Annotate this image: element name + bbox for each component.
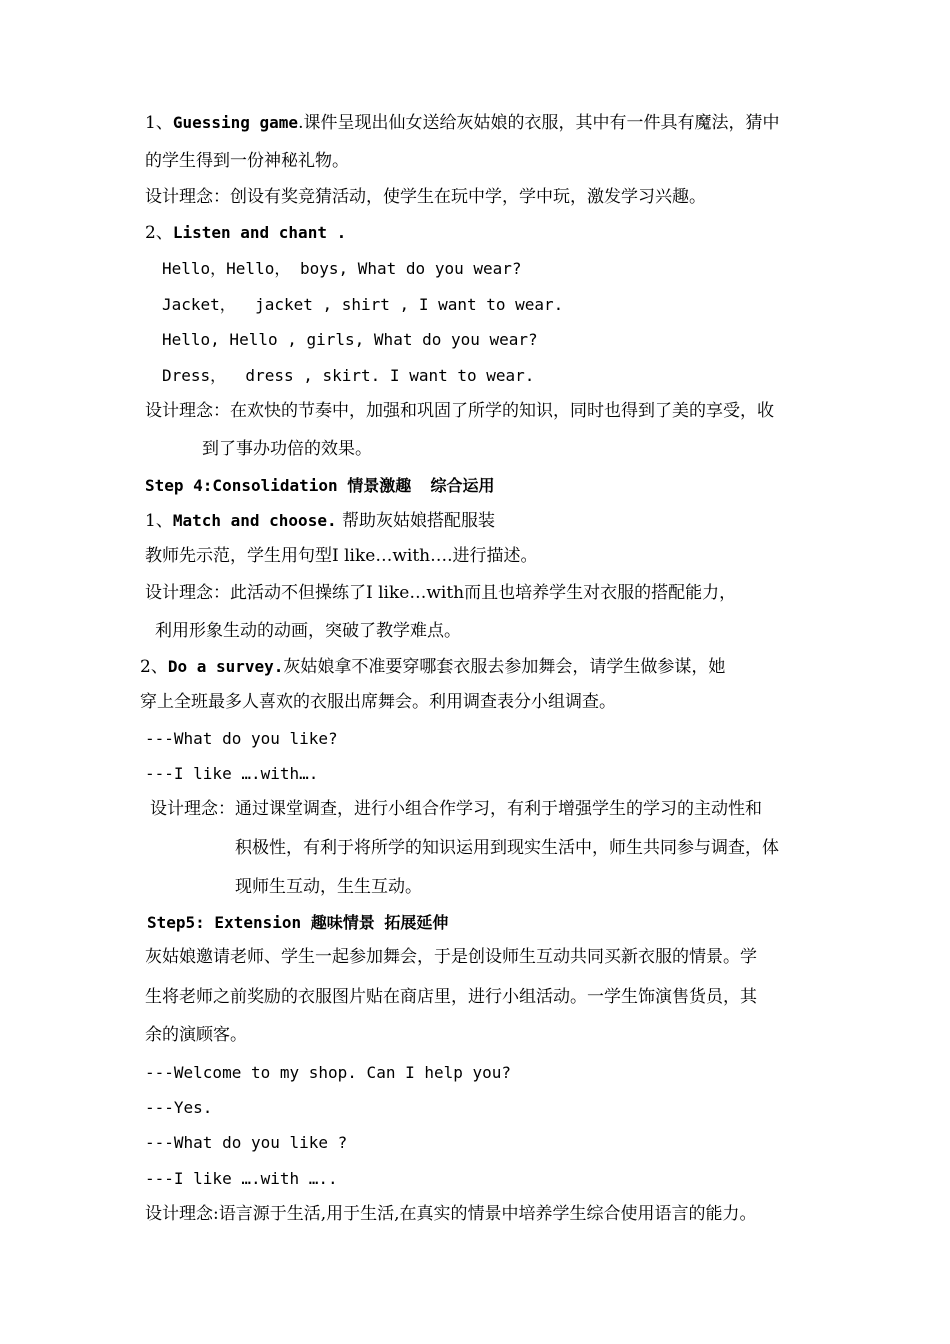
paragraph-line: 灰姑娘邀请老师、学生一起参加舞会，于是创设师生互动共同买新衣服的情景。学 [145, 947, 757, 967]
chant-line: Jacket， jacket , shirt , I want to wear. [162, 295, 564, 314]
listen-chant-line [145, 222, 346, 244]
survey-line [140, 656, 725, 678]
match-choose-line [145, 510, 495, 532]
design-concept-line: 设计理念：创设有奖竞猜活动，使学生在玩中学，学中玩，激发学习兴趣。 [145, 187, 706, 207]
dialogue-line: ---I like ….with ….. [145, 1169, 338, 1188]
activity-title: Listen and chant . [172, 223, 347, 242]
list-number: 1、 [145, 511, 173, 531]
paragraph-line: 穿上全班最多人喜欢的衣服出席舞会。利用调查表分小组调查。 [140, 692, 616, 712]
list-number: 2、 [145, 223, 173, 243]
dialogue-line: ---I like ….with…. [145, 764, 319, 783]
paragraph-line: 积极性，有利于将所学的知识运用到现实生活中，师生共同参与调查，体 [235, 838, 779, 858]
paragraph-line: 到了事办功倍的效果。 [202, 439, 372, 459]
list-number: 2、 [140, 657, 168, 677]
step-heading: Step 4:Consolidation 情景激趣 综合运用 [145, 476, 495, 495]
paragraph-line: 生将老师之前奖励的衣服图片贴在商店里，进行小组活动。一学生饰演售货员，其 [145, 987, 757, 1007]
activity-description: .课件呈现出仙女送给灰姑娘的衣服，其中有一件具有魔法，猜中 [298, 113, 780, 133]
guessing-game-line [145, 112, 779, 134]
dialogue-line: ---Yes. [145, 1098, 213, 1117]
activity-description: 帮助灰姑娘搭配服装 [336, 511, 495, 531]
chant-line: Hello，Hello， boys, What do you wear? [162, 259, 522, 278]
design-concept-line: 设计理念：在欢快的节奏中，加强和巩固了所学的知识，同时也得到了美的享受，收 [145, 401, 774, 421]
design-concept-line: 设计理念：此活动不但操练了I like…with而且也培养学生对衣服的搭配能力， [145, 583, 737, 603]
step-heading: Step5: Extension 趣味情景 拓展延伸 [147, 913, 449, 932]
paragraph-line: 余的演顾客。 [145, 1025, 247, 1045]
dialogue-line: ---What do you like? [145, 729, 338, 748]
activity-title: Guessing game [172, 113, 299, 132]
dialogue-line: ---Welcome to my shop. Can I help you? [145, 1063, 512, 1082]
paragraph-line: 利用形象生动的动画，突破了教学难点。 [155, 621, 461, 641]
paragraph-line: 现师生互动，生生互动。 [235, 877, 422, 897]
chant-line: Hello, Hello , girls, What do you wear? [162, 330, 538, 349]
design-concept-line: 设计理念：通过课堂调查，进行小组合作学习，有利于增强学生的学习的主动性和 [150, 799, 762, 819]
activity-title: Do a survey. [167, 657, 284, 676]
design-concept-line: 设计理念:语言源于生活,用于生活,在真实的情景中培养学生综合使用语言的能力。 [145, 1204, 757, 1224]
list-number: 1、 [145, 113, 173, 133]
activity-title: Match and choose. [172, 511, 337, 530]
paragraph-line: 教师先示范，学生用句型I like…with….进行描述。 [145, 546, 538, 566]
dialogue-line: ---What do you like ? [145, 1133, 348, 1152]
paragraph-line: 的学生得到一份神秘礼物。 [145, 151, 349, 171]
activity-description: 灰姑娘拿不准要穿哪套衣服去参加舞会，请学生做参谋，她 [283, 657, 726, 677]
chant-line: Dress， dress , skirt. I want to wear. [162, 366, 535, 385]
